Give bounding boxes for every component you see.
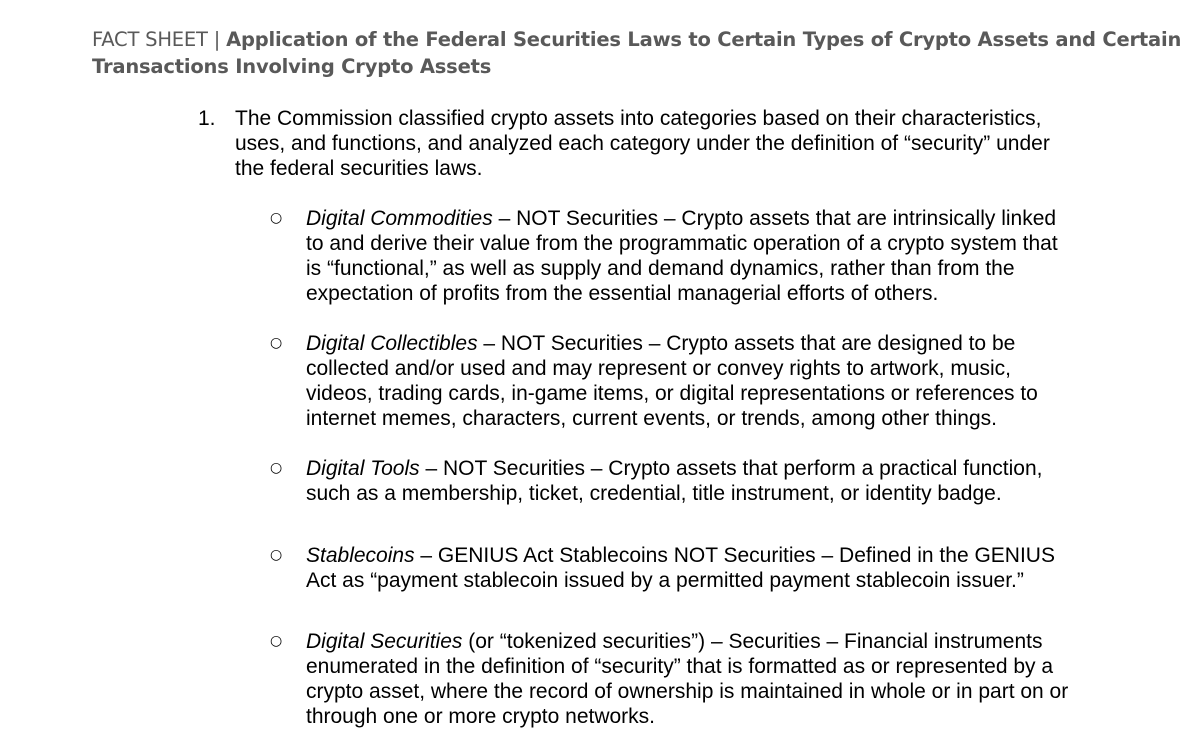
fact-sheet-header bbox=[92, 26, 1182, 80]
list-item-line: The Commission classified crypto assets into categories based on their characteristics, bbox=[235, 107, 1042, 130]
category-line: such as a membership, ticket, credential, title instrument, or identity badge. bbox=[306, 482, 1002, 505]
category-line: – GENIUS Act Stablecoins NOT Securities – Defined in the GENIUS bbox=[414, 544, 1055, 567]
category-line: enumerated in the definition of “security” that is formatted as or represented by a bbox=[306, 655, 1054, 678]
hollow-bullet-icon: ○ bbox=[270, 633, 283, 649]
category-line: (or “tokenized securities”) – Securities – Financial instruments bbox=[462, 630, 1043, 653]
header-title-line-1: Application of the Federal Securities Laws to Certain Types of Crypto Assets and Certain bbox=[226, 28, 1182, 51]
category-term: Digital Securities bbox=[306, 630, 463, 653]
hollow-bullet-icon: ○ bbox=[270, 210, 283, 226]
hollow-bullet-icon: ○ bbox=[270, 547, 283, 563]
list-item-line: uses, and functions, and analyzed each category under the definition of “security” under bbox=[235, 132, 1050, 155]
category-line: – NOT Securities – Crypto assets that are intrinsically linked bbox=[492, 207, 1057, 230]
category-line: to and derive their value from the programmatic operation of a crypto system that bbox=[306, 232, 1058, 255]
hollow-bullet-icon: ○ bbox=[270, 460, 283, 476]
category-term: Digital Collectibles bbox=[306, 332, 478, 355]
category-line: internet memes, characters, current events, or trends, among other things. bbox=[306, 407, 997, 430]
category-line: videos, trading cards, in-game items, or digital representations or references to bbox=[306, 382, 1038, 405]
category-line: – NOT Securities – Crypto assets that are designed to be bbox=[477, 332, 1016, 355]
list-item-number: 1. bbox=[198, 107, 216, 130]
category-stablecoins bbox=[306, 543, 1106, 593]
hollow-bullet-icon: ○ bbox=[270, 335, 283, 351]
category-digital-tools bbox=[306, 456, 1106, 506]
category-line: – NOT Securities – Crypto assets that perform a practical function, bbox=[419, 457, 1043, 480]
category-term: Digital Tools bbox=[306, 457, 420, 480]
category-line: through one or more crypto networks. bbox=[306, 705, 656, 728]
category-term: Digital Commodities bbox=[306, 207, 493, 230]
category-digital-securities bbox=[306, 629, 1106, 729]
list-item-text bbox=[235, 106, 1115, 181]
category-digital-collectibles bbox=[306, 331, 1106, 431]
category-line: expectation of profits from the essential managerial efforts of others. bbox=[306, 282, 939, 305]
category-digital-commodities bbox=[306, 206, 1106, 306]
header-label: FACT SHEET bbox=[92, 28, 208, 51]
category-line: crypto asset, where the record of ownership is maintained in whole or in part on or bbox=[306, 680, 1069, 703]
category-term: Stablecoins bbox=[306, 544, 415, 567]
header-separator: | bbox=[213, 28, 221, 51]
category-line: collected and/or used and may represent or convey rights to artwork, music, bbox=[306, 357, 1011, 380]
header-title-line-2: Transactions Involving Crypto Assets bbox=[92, 55, 492, 78]
category-line: is “functional,” as well as supply and demand dynamics, rather than from the bbox=[306, 257, 1015, 280]
list-item-line: the federal securities laws. bbox=[235, 157, 483, 180]
category-line: Act as “payment stablecoin issued by a permitted payment stablecoin issuer.” bbox=[306, 569, 1024, 592]
